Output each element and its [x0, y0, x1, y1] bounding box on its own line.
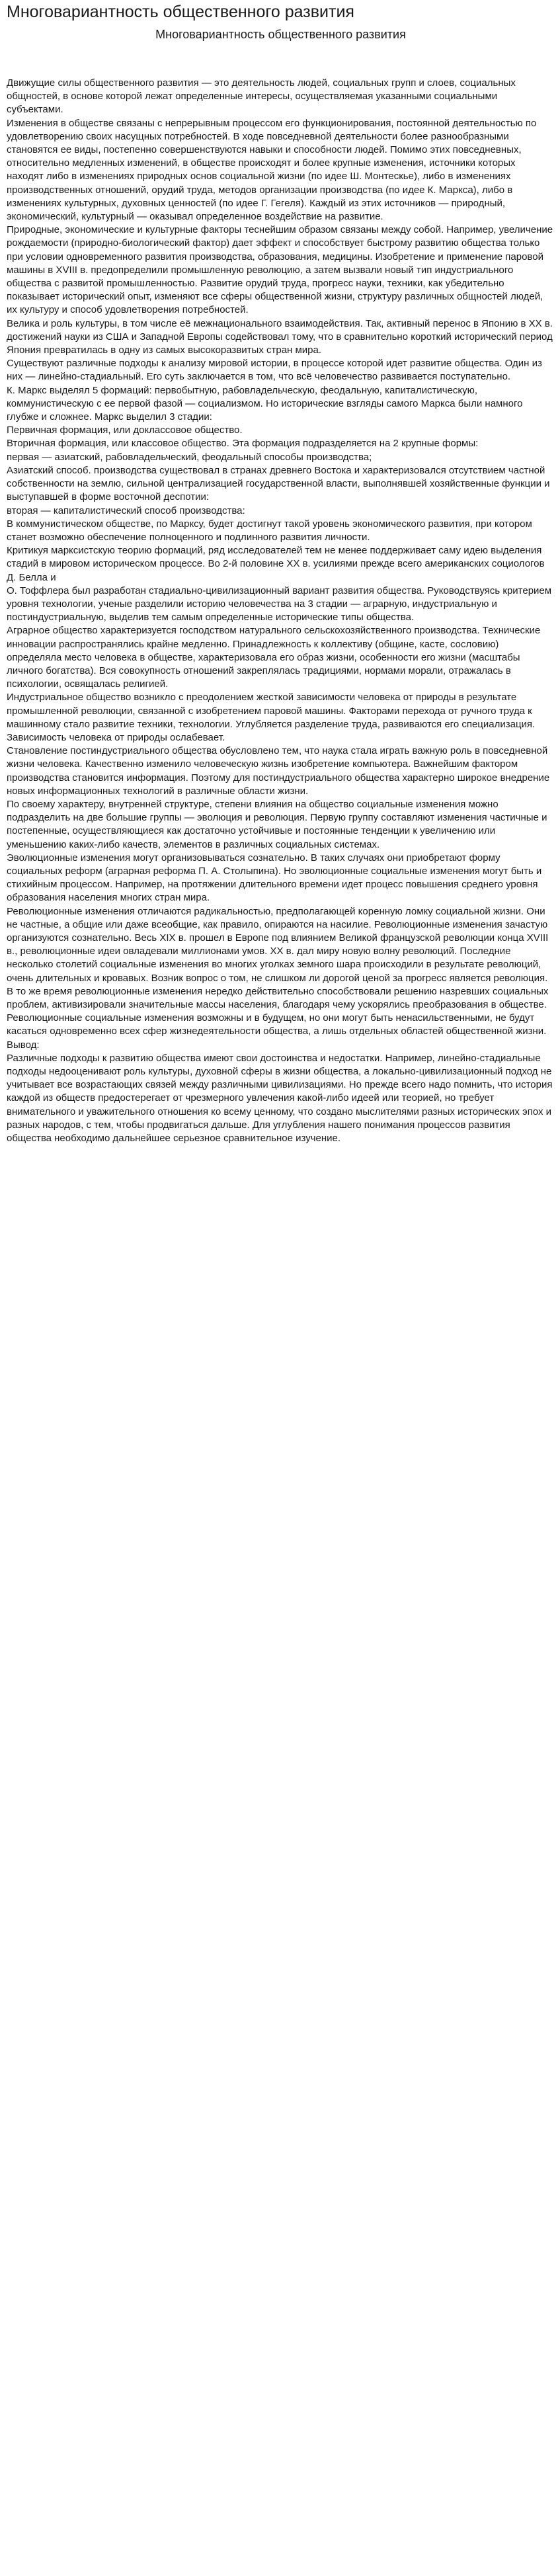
paragraph-secondary-formation: Вторичная формация, или классовое общество. Эта формация подразделяется на 2 крупные формы:: [7, 438, 479, 450]
paragraph-evolution-revolution: По своему характеру, внутренней структуре, степени влияния на общество социальные изменения можно подразделить на две большие группы — эволюция и революция. Первую группу составляют изменения частичные и постепенные, осуществляющиеся как достаточно устойчивые и постоянные тенденции к увеличению или уменьшению каких-либо качеств, элементов в различных социальных системах.: [7, 798, 547, 850]
paragraph-critique: Критикуя марксистскую теорию формаций, ряд исследователей тем не менее поддерживает саму идею выделения стадий в мировом историческом процессе. Во 2-й половине XX в. усилиями прежде всего американских социологов Д. Белла и: [7, 545, 545, 583]
page-subtitle: Многовариантность общественного развития: [155, 28, 406, 41]
page-title: Многовариантность общественного развития: [7, 3, 354, 21]
paragraph-second-form: вторая — капиталистический способ производства:: [7, 504, 245, 516]
paragraph-primary-formation: Первичная формация, или доклассовое общество.: [7, 424, 243, 436]
paragraph-marx-formations: К. Маркс выделял 5 формаций: первобытную, рабовладельческую, феодальную, капиталистическую, коммунистическую с ее первой фазой — социализмом. Но исторические взгляды самого Маркса были намного глубже и сложнее. Маркс выделил 3 стадии:: [7, 384, 523, 423]
paragraph-evolutionary-changes: Эволюционные изменения могут организовываться сознательно. В таких случаях они приобретают форму социальных реформ (аграрная реформа П. А. Столыпина). Но эволюционные социальные изменения могут быть и стихийным процессом. Например, на протяжении длительного времени идет процесс повышения среднего уровня образования населения многих стран мира.: [7, 852, 542, 904]
paragraph-factors: Природные, экономические и культурные факторы теснейшим образом связаны между собой. Например, увеличение рождаемости (природно-биологический фактор) дает эффект и способствует быстрому развитию общества только при условии одновременного развития производства, образования, медицины. Изобретение и применение паровой машины в XVIII в. предопределили промышленную революцию, а затем вызвали новый тип индустриального общества с развитой промышленностью. Развитие орудий труда, прогресс науки, техники, как убедительно показывает исторический опыт, изменяют все сферы общественной жизни, структуру различных общностей людей, их культуру и способ удовлетворения потребностей.: [7, 224, 553, 316]
paragraph-role-of-culture: Велика и роль культуры, в том числе её межнационального взаимодействия. Так, активный перенос в Японию в XX в. достижений науки из США и Западной Европы содействовал тому, что в сравнительно короткий исторический период Япония превратилась в одну из самых высокоразвитых стран мира.: [7, 317, 553, 356]
paragraph-communist-society: В коммунистическом обществе, по Марксу, будет достигнут такой уровень экономического развития, при котором станет возможно обеспечение полноценного и подлинного развития личности.: [7, 518, 532, 543]
paragraph-conclusion: Различные подходы к развитию общества имеют свои достоинства и недостатки. Например, линейно-стадиальные подходы недооценивают роль культуры, духовной сферы в жизни общества, а локально-цивилизационный подход не учитывает все возрастающих связей между различными цивилизациями. Но прежде всего надо помнить, что история каждой из обществ предостерегает от чрезмерного увлечения какой-либо идеей или теорией, но требует внимательного и уважительного отношения ко всему ценному, что создано мыслителями разных исторических эпох и разных народов, с тем, чтобы продвигаться дальше. Для углубления нашего понимания процессов развития общества необходимо дальнейшее серьезное сравнительное изучение.: [7, 1052, 553, 1145]
paragraph-approaches: Существуют различные подходы к анализу мировой истории, в процессе которой идет развитие общества. Один из них — линейно-стадиальный. Его суть заключается в том, что всё человечество развивается поступательно.: [7, 358, 542, 383]
paragraph-asiatic-mode: Азиатский способ. производства существовал в странах древнего Востока и характеризовался отсутствием частной собственности на землю, сильной централизацией государственной власти, выполнявшей хозяйственные функции и выступавшей в форме восточной деспотии:: [7, 464, 550, 503]
paragraph-future-revolutions: Революционные социальные изменения возможны и в будущем, но они могут быть ненасильственными, не будут касаться одновременно всех сфер жизнедеятельности общества, а лишь отдельных областей общественной жизни.: [7, 1012, 547, 1037]
paragraph-agrarian: Аграрное общество характеризуется господством натурального сельскохозяйственного производства. Технические инновации распространялись крайне медленно. Принадлежность к коллективу (общине, касте, сословию) определяла место человека в обществе, характеризовала его образ жизни, особенности его жизни (масштабы личного богатства). Вся совокупность отношений закреплялась традициями, нормами морали, отражалась в психологии, освящалась религией.: [7, 625, 541, 690]
paragraph-industrial: Индустриальное общество возникло с преодолением жесткой зависимости человека от природы в результате промышленной революции, связанной с изобретением паровой машины. Факторами перехода от ручного труда к машинному стало развитие техники, технологии. Углубляется разделение труда, развиваются его специализация. Зависимость человека от природы ослабевает.: [7, 692, 536, 743]
paragraph-postindustrial: Становление постиндустриального общества обусловлено тем, что наука стала играть важную роль в повседневной жизни человека. Качественно изменило человеческую жизнь изобретение компьютера. Важнейшим фактором производства становится информация. Поэтому для постиндустриального общества характерно широкое внедрение новых информационных технологий в различные области жизни.: [7, 745, 550, 797]
paragraph-revolutionary-changes: Революционные изменения отличаются радикальностью, предполагающей коренную ломку социальной жизни. Они не частные, а общие или даже всеобщие, как правило, опираются на насилие. Революционные изменения зачастую организуются сознательно. Весь XIX в. прошел в Европе под влиянием Великой французской революции конца XVIII в., революционные идеи овладевали миллионами умов. XX в. дал миру новую волну революций. Последние несколько столетий социальные изменения во многих уголках земного шара происходили в результате революций, очень длительных и кровавых. Возник вопрос о том, не слишком ли дорогой ценой за прогресс является революция. В то же время революционные изменения нередко действительно способствовали решению назревших социальных проблем, активизировали значительные массы населения, благодаря чему ускорялись преобразования в обществе.: [7, 905, 549, 1011]
article-body: [7, 77, 555, 1145]
paragraph-toffler: О. Тоффлера был разработан стадиально-цивилизационный вариант развития общества. Руководствуясь критерием уровня технологии, ученые разделили историю человечества на 3 стадии — аграрную, индустриальную и постиндустриальную, выделив тем самым определенные исторические типы общества.: [7, 584, 552, 624]
paragraph-changes-in-society: Изменения в обществе связаны с непрерывным процессом его функционирования, постоянной деятельностью по удовлетворению своих насущных потребностей. В ходе повседневной деятельности более разнообразными становятся ее виды, постепенно совершенствуются навыки и способности людей. Помимо этих повседневных, относительно медленных изменений, в обществе происходят и более крупные изменения, источники которых находят либо в изменениях природных основ социальной жизни (по идее Ш. Монтескье), либо в изменениях производственных отношений, орудий труда, методов организации производства (по идее К. Маркса), либо в изменениях культурных, духовных ценностей (по идее Г. Гегеля). Каждый из этих источников — природный, экономический, культурный — оказывал определенное воздействие на развитие.: [7, 117, 537, 223]
paragraph-driving-forces: Движущие силы общественного развития — это деятельность людей, социальных групп и слоев, социальных общностей, в основе которой лежат определенные интересы, осуществляемая указанными социальными субъектами.: [7, 77, 516, 116]
paragraph-first-form: первая — азиатский, рабовладельческий, феодальный способы производства;: [7, 451, 372, 463]
conclusion-heading: Вывод:: [7, 1039, 40, 1051]
